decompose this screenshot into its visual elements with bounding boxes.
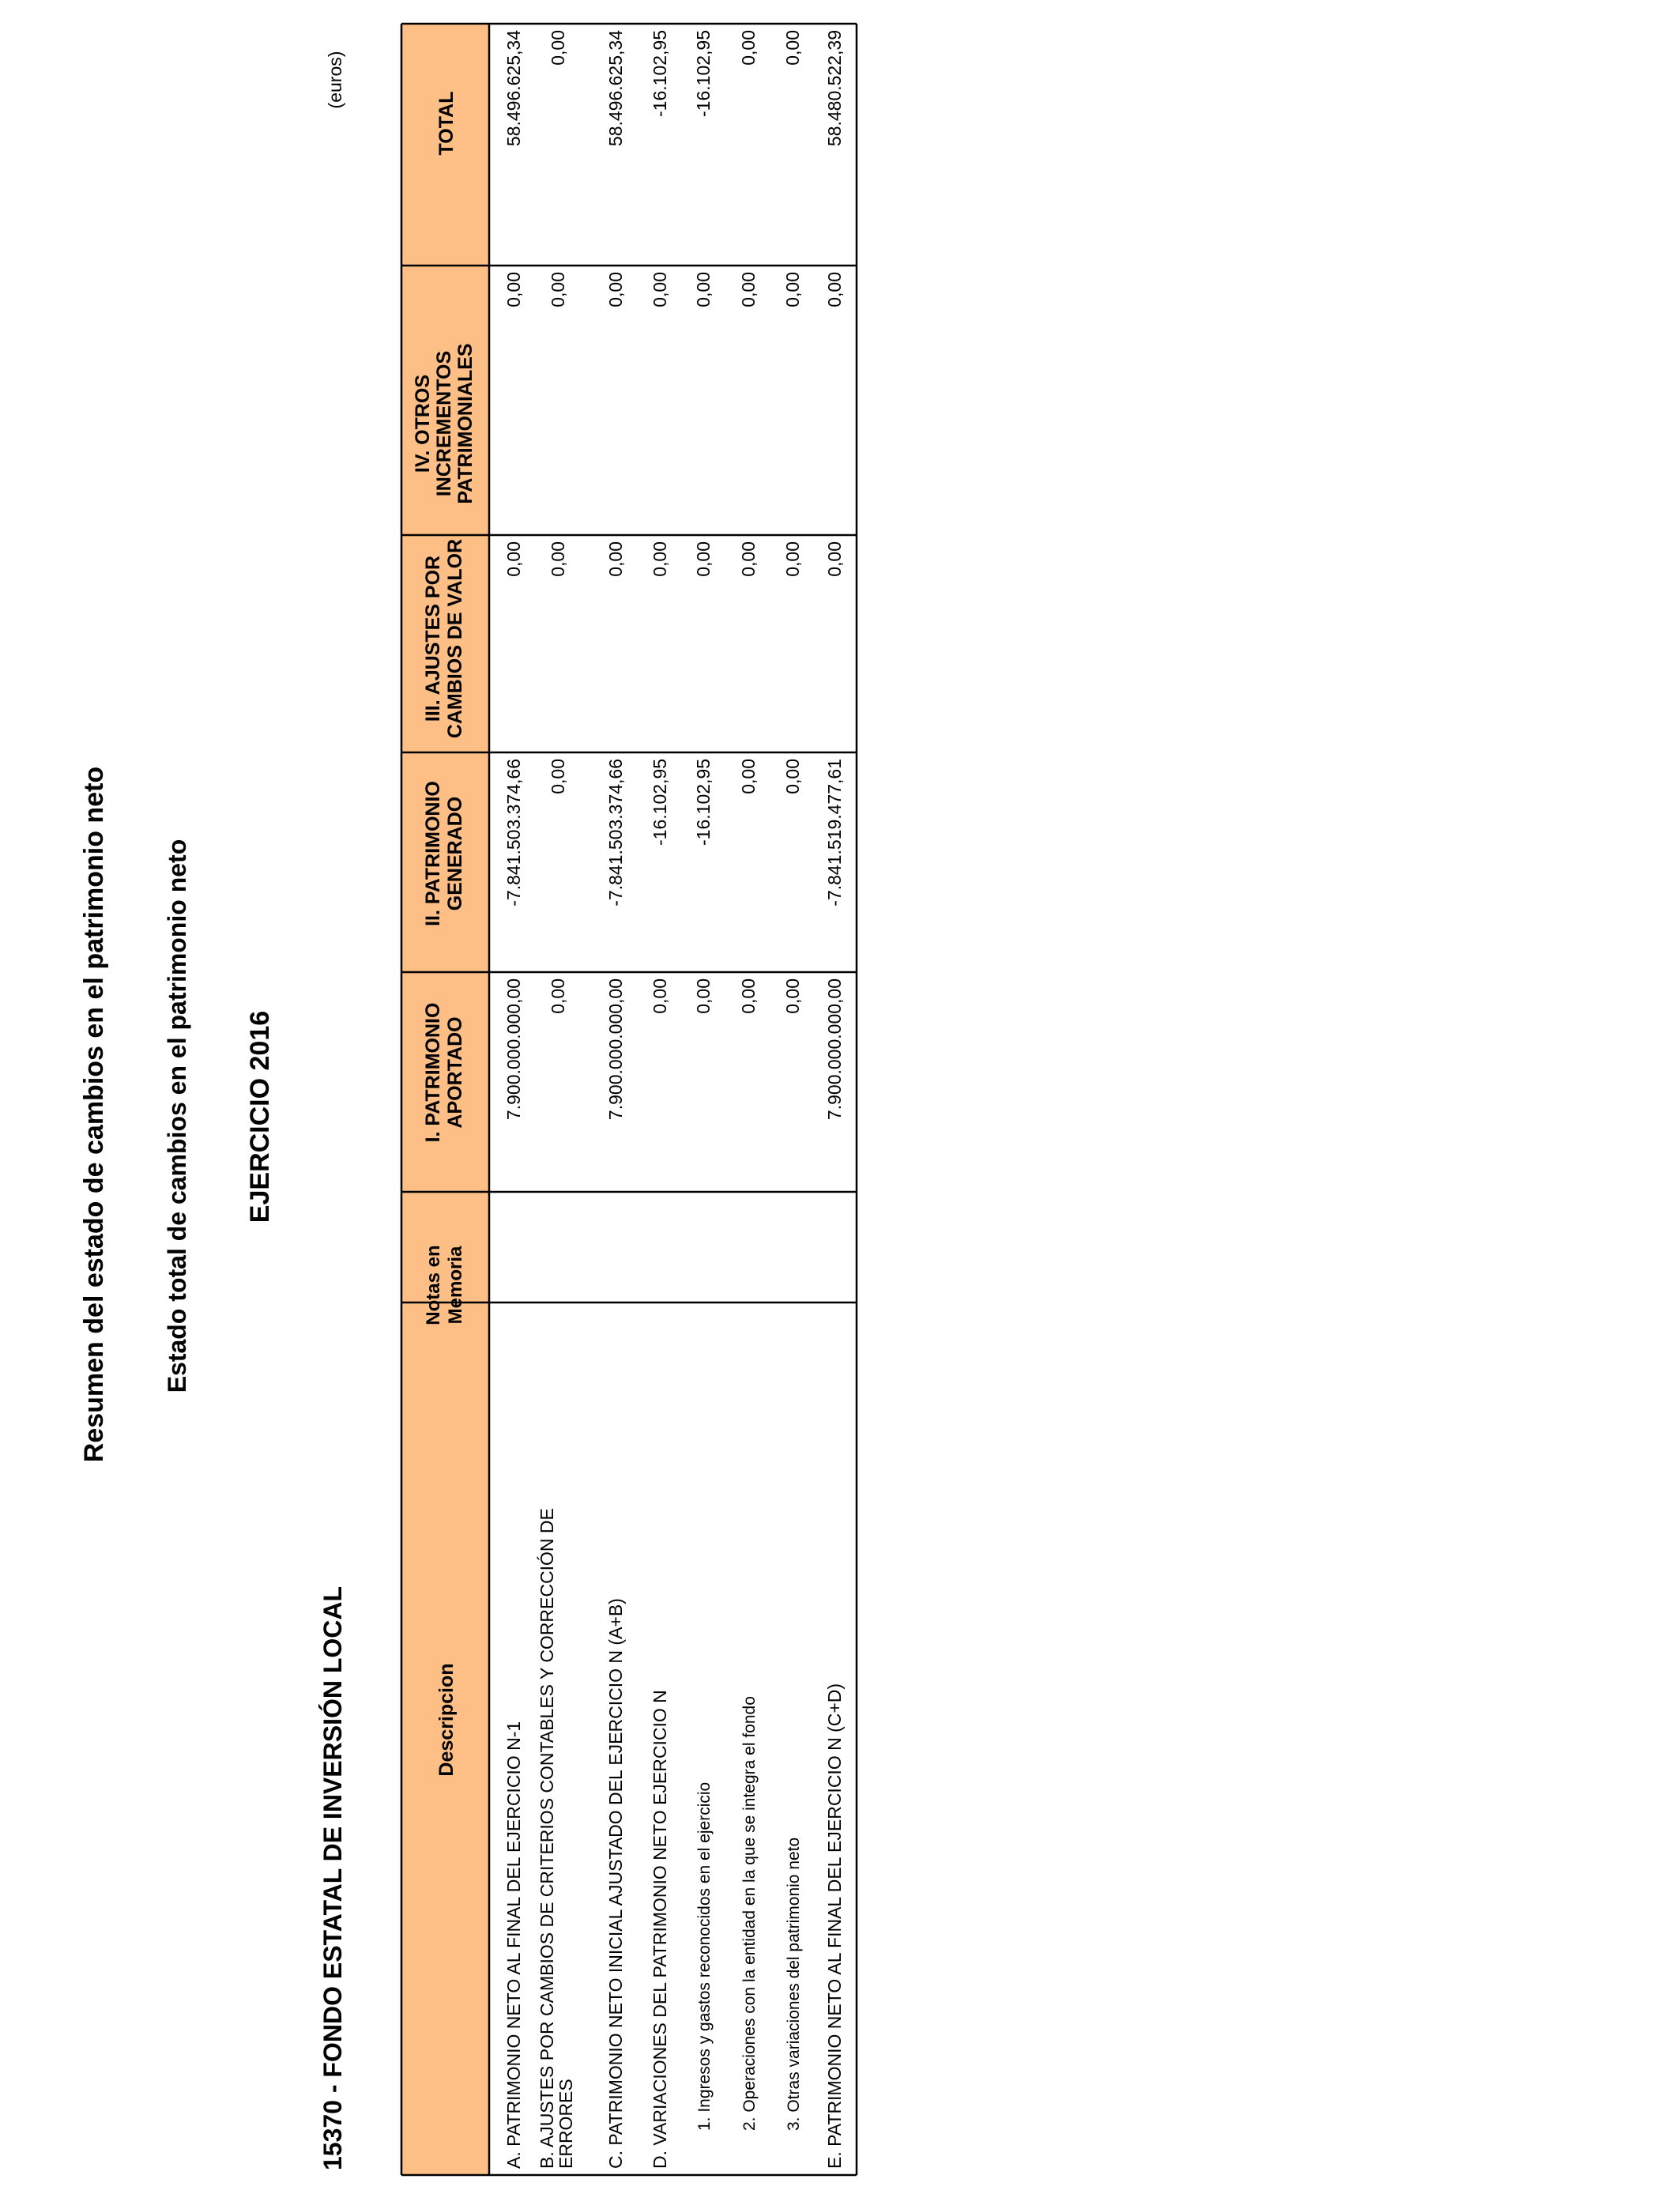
header-notas-line2: Memoria xyxy=(445,1246,466,1325)
table-row xyxy=(782,30,803,2131)
cell-total: -16.102,95 xyxy=(650,30,670,117)
cell-aportado: 0,00 xyxy=(650,978,670,1014)
table-row xyxy=(537,30,576,2169)
table-row xyxy=(824,30,845,2169)
cell-generado: -16.102,95 xyxy=(650,759,670,846)
cell-otros: 0,00 xyxy=(782,272,803,307)
header-aportado-line1: I. PATRIMONIO xyxy=(422,1002,444,1143)
header-ajustes-line2: CAMBIOS DE VALOR xyxy=(444,538,466,739)
header-otros-line3: PATRIMONIALES xyxy=(454,343,477,504)
table-row xyxy=(605,30,626,2169)
row-desc-cont: ERRORES xyxy=(556,2079,576,2169)
cell-otros: 0,00 xyxy=(824,272,845,307)
cell-generado: 0,00 xyxy=(548,759,568,794)
cell-ajustes: 0,00 xyxy=(693,541,714,577)
table-row xyxy=(693,30,714,2131)
cell-total: 58.496.625,34 xyxy=(605,30,626,147)
cell-ajustes: 0,00 xyxy=(738,541,759,577)
cell-ajustes: 0,00 xyxy=(782,541,803,577)
header-notas-line1: Notas en xyxy=(423,1245,444,1325)
cell-ajustes: 0,00 xyxy=(548,541,568,577)
cell-ajustes: 0,00 xyxy=(650,541,670,577)
cell-ajustes: 0,00 xyxy=(824,541,845,577)
cell-ajustes: 0,00 xyxy=(605,541,626,577)
cell-total: -16.102,95 xyxy=(693,30,714,117)
equity-changes-table xyxy=(401,24,857,2175)
cell-generado: -16.102,95 xyxy=(693,759,714,846)
row-desc: 2. Operaciones con la entidad en la que se integra el fondo xyxy=(740,1696,759,2131)
header-generado-line2: GENERADO xyxy=(444,796,466,911)
cell-total: 0,00 xyxy=(782,30,803,66)
cell-aportado: 0,00 xyxy=(738,978,759,1014)
cell-otros: 0,00 xyxy=(738,272,759,307)
cell-ajustes: 0,00 xyxy=(503,541,524,577)
cell-aportado: 0,00 xyxy=(548,978,568,1014)
cell-aportado: 0,00 xyxy=(693,978,714,1014)
cell-total: 0,00 xyxy=(738,30,759,66)
row-desc: C. PATRIMONIO NETO INICIAL AJUSTADO DEL EJERCICIO N (A+B) xyxy=(605,1598,626,2169)
cell-otros: 0,00 xyxy=(650,272,670,307)
header-generado-line1: II. PATRIMONIO xyxy=(422,781,444,926)
header-descripcion: Descripcion xyxy=(435,1663,458,1777)
header-aportado-line2: APORTADO xyxy=(444,1016,466,1129)
row-desc: A. PATRIMONIO NETO AL FINAL DEL EJERCICIO N-1 xyxy=(503,1721,524,2169)
cell-aportado: 7.900.000.000,00 xyxy=(503,978,524,1121)
cell-otros: 0,00 xyxy=(605,272,626,307)
units-label: (euros) xyxy=(325,51,345,109)
cell-aportado: 7.900.000.000,00 xyxy=(824,978,845,1121)
entity-name: 15370 - FONDO ESTATAL DE INVERSIÓN LOCAL xyxy=(318,1585,347,2170)
row-desc: D. VARIACIONES DEL PATRIMONIO NETO EJERCICIO N xyxy=(650,1690,670,2169)
header-total: TOTAL xyxy=(435,91,458,156)
header-ajustes-line1: III. AJUSTES POR xyxy=(422,555,444,722)
table-row xyxy=(738,30,759,2131)
table-row xyxy=(650,30,670,2169)
cell-aportado: 7.900.000.000,00 xyxy=(605,978,626,1121)
cell-generado: -7.841.503.374,66 xyxy=(605,759,626,907)
cell-total: 58.480.522,39 xyxy=(824,30,845,147)
table-row xyxy=(503,30,524,2169)
cell-generado: -7.841.519.477,61 xyxy=(824,759,845,907)
row-desc: B. AJUSTES POR CAMBIOS DE CRITERIOS CONTABLES Y CORRECCIÓN DE xyxy=(537,1508,557,2169)
cell-aportado: 0,00 xyxy=(782,978,803,1014)
report-title: Resumen del estado de cambios en el patrimonio neto xyxy=(79,766,109,1463)
cell-total: 0,00 xyxy=(548,30,568,66)
row-desc: E. PATRIMONIO NETO AL FINAL DEL EJERCICIO N (C+D) xyxy=(824,1683,845,2169)
cell-generado: -7.841.503.374,66 xyxy=(503,759,524,907)
cell-otros: 0,00 xyxy=(693,272,714,307)
header-otros-line2: INCREMENTOS xyxy=(433,350,455,497)
cell-total: 58.496.625,34 xyxy=(503,30,524,147)
report-exercise: EJERCICIO 2016 xyxy=(245,1010,275,1223)
cell-generado: 0,00 xyxy=(738,759,759,794)
row-desc: 3. Otras variaciones del patrimonio neto xyxy=(785,1837,803,2131)
header-otros-line1: IV. OTROS xyxy=(412,374,434,473)
row-desc: 1. Ingresos y gastos reconocidos en el ejercicio xyxy=(695,1781,714,2131)
cell-otros: 0,00 xyxy=(503,272,524,307)
cell-generado: 0,00 xyxy=(782,759,803,794)
cell-otros: 0,00 xyxy=(548,272,568,307)
report-subtitle: Estado total de cambios en el patrimonio neto xyxy=(163,839,191,1393)
